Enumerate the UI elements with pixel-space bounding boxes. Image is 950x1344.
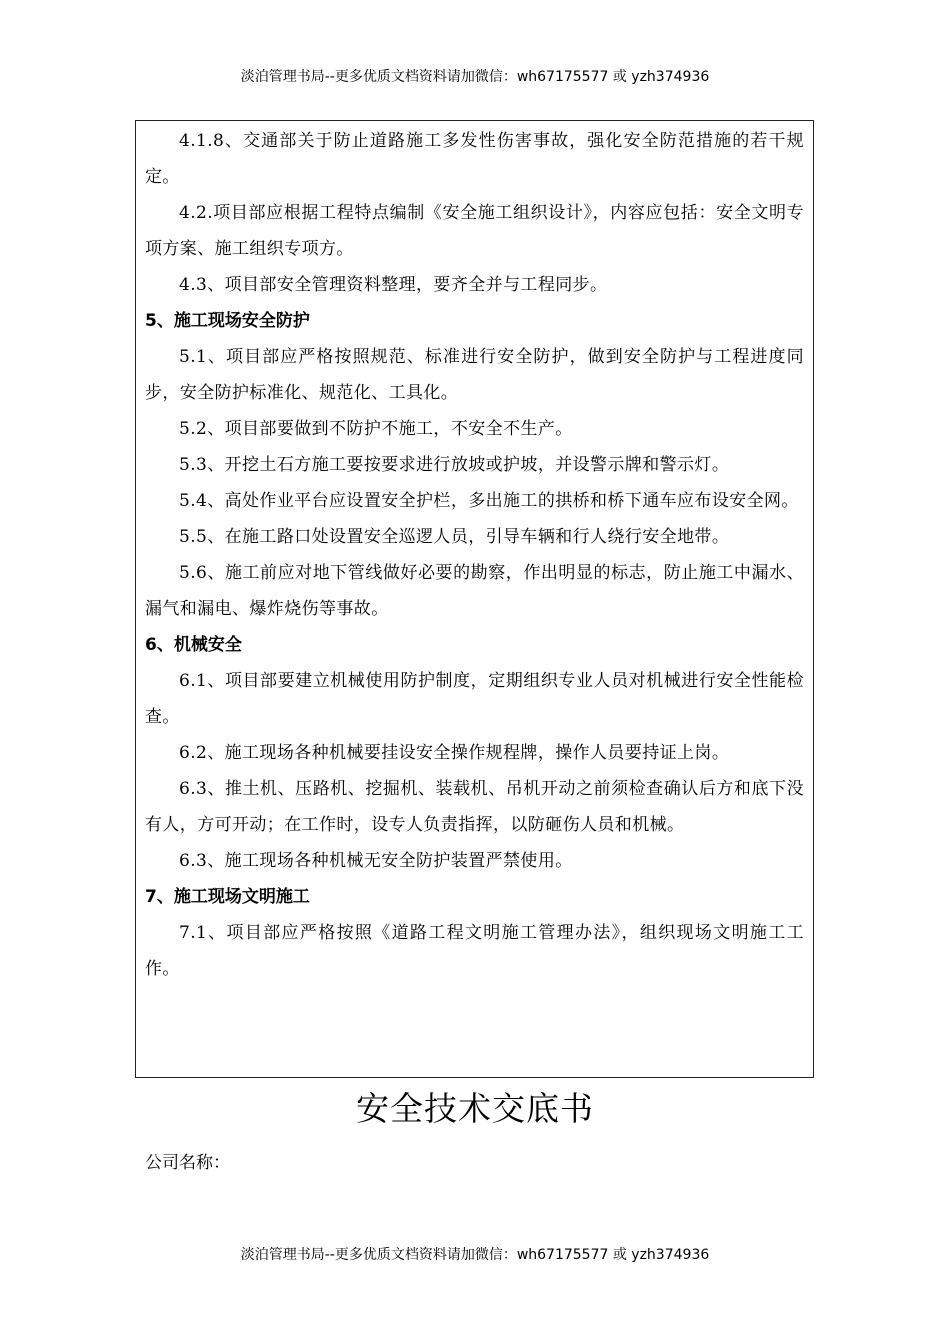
- paragraph-7-1: 7.1、项目部应严格按照《道路工程文明施工管理办法》，组织现场文明施工工作。: [145, 923, 804, 979]
- section-7-title: 7、施工现场文明施工: [145, 887, 310, 907]
- paragraph-4-3: 4.3、项目部安全管理资料整理，要齐全并与工程同步。: [179, 275, 608, 295]
- paragraph-6-1: 6.1、项目部要建立机械使用防护制度，定期组织专业人员对机械进行安全性能检查。: [145, 671, 804, 727]
- paragraph-5-2: 5.2、项目部要做到不防护不施工，不安全不生产。: [179, 419, 573, 439]
- paragraph-6-3-machinery: 6.3、推土机、压路机、挖掘机、装载机、吊机开动之前须检查确认后方和底下没有人，方可开动；在工作时，设专人负责指挥，以防砸伤人员和机械。: [145, 779, 804, 835]
- paragraph-5-3: 5.3、开挖土石方施工要按要求进行放坡或护坡，并设警示牌和警示灯。: [179, 455, 730, 475]
- paragraph-5-1: 5.1、项目部应严格按照规范、标准进行安全防护，做到安全防护与工程进度同步，安全防护标准化、规范化、工具化。: [145, 347, 804, 403]
- section-6-title: 6、机械安全: [145, 635, 242, 655]
- paragraph-6-3-protection: 6.3、施工现场各种机械无安全防护装置严禁使用。: [179, 851, 573, 871]
- paragraph-5-5: 5.5、在施工路口处设置安全巡逻人员，引导车辆和行人绕行安全地带。: [179, 527, 730, 547]
- paragraph-5-4: 5.4、高处作业平台应设置安全护栏，多出施工的拱桥和桥下通车应布设安全网。: [179, 491, 799, 511]
- paragraph-4-1-8: 4.1.8、交通部关于防止道路施工多发性伤害事故，强化安全防范措施的若干规定。: [145, 131, 804, 187]
- content-table-cell: [135, 120, 814, 1078]
- header-watermark-note: 淡泊管理书局--更多优质文档资料请加微信：wh67175577 或 yzh374936: [240, 69, 710, 85]
- paragraph-5-6: 5.6、施工前应对地下管线做好必要的勘察，作出明显的标志，防止施工中漏水、漏气和漏电、爆炸烧伤等事故。: [145, 563, 804, 619]
- footer-watermark-note: 淡泊管理书局--更多优质文档资料请加微信：wh67175577 或 yzh374936: [240, 1247, 710, 1263]
- paragraph-4-2: 4.2.项目部应根据工程特点编制《安全施工组织设计》，内容应包括：安全文明专项方案、施工组织专项方。: [145, 203, 804, 259]
- section-5-title: 5、施工现场安全防护: [145, 311, 310, 331]
- company-name-label: 公司名称：: [145, 1153, 230, 1173]
- document-title: 安全技术交底书: [356, 1089, 594, 1128]
- paragraph-6-2: 6.2、施工现场各种机械要挂设安全操作规程牌，操作人员要持证上岗。: [179, 743, 730, 763]
